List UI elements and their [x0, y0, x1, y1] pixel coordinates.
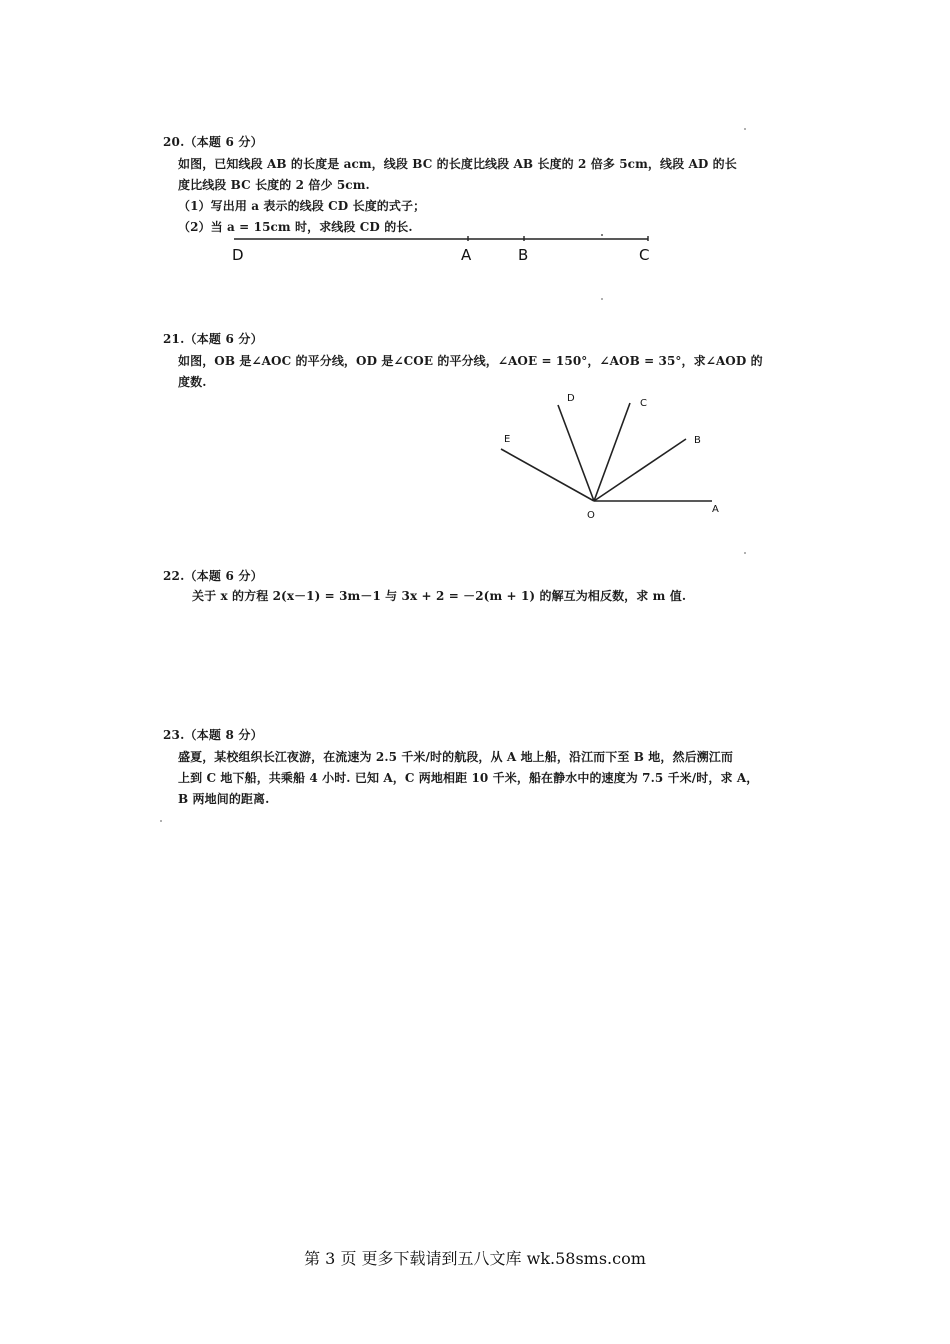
scan-speck [160, 820, 162, 822]
q23-text-line-2: 上到 C 地下船，共乘船 4 小时. 已知 A，C 两地相距 10 千米，船在静水中的速度为 7.5 千米/时，求 A， [178, 771, 759, 785]
label-c: C [640, 398, 647, 409]
q20-text-line-3: （1）写出用 a 表示的线段 CD 长度的式子； [178, 199, 426, 213]
page-footer: 第 3 页 更多下载请到五八文库 wk.58sms.com [304, 1249, 646, 1268]
q20-segment-figure [220, 228, 670, 270]
q20-heading: 20.（本题 6 分） [163, 135, 263, 149]
label-e: E [504, 434, 511, 445]
q22-heading: 22.（本题 6 分） [163, 569, 263, 583]
label-d: D [567, 393, 575, 404]
ray-oc [594, 403, 630, 501]
q21-angle-figure [490, 385, 730, 525]
q20-text-line-4: （2）当 a = 15cm 时，求线段 CD 的长. [178, 220, 413, 234]
label-b: B [694, 435, 701, 446]
label-a: A [712, 504, 719, 515]
q21-heading: 21.（本题 6 分） [163, 332, 263, 346]
scan-speck [744, 128, 746, 130]
ray-oe [501, 449, 594, 501]
label-d: D [232, 246, 244, 264]
q22-text-line-1: 关于 x 的方程 2(x－1) = 3m－1 与 3x + 2 = －2(m + 1) 的解互为相反数，求 m 值. [192, 589, 687, 603]
label-o: O [587, 510, 595, 521]
q23-text-line-3: B 两地间的距离. [178, 792, 270, 806]
q20-text-line-1: 如图，已知线段 AB 的长度是 acm，线段 BC 的长度比线段 AB 长度的 2 倍多 5cm，线段 AD 的长 [178, 157, 737, 171]
q23-heading: 23.（本题 8 分） [163, 728, 263, 742]
q21-text-line-2: 度数. [178, 375, 207, 389]
ray-ob [594, 439, 686, 501]
scan-speck [601, 298, 603, 300]
ray-od [558, 405, 594, 501]
q20-text-line-2: 度比线段 BC 长度的 2 倍少 5cm. [178, 178, 370, 192]
scan-speck [744, 552, 746, 554]
label-b: B [518, 246, 529, 264]
q23-text-line-1: 盛夏，某校组织长江夜游，在流速为 2.5 千米/时的航段，从 A 地上船，沿江而下至 B 地，然后溯江而 [178, 750, 733, 764]
label-c: C [639, 246, 650, 264]
q21-text-line-1: 如图，OB 是∠AOC 的平分线，OD 是∠COE 的平分线，∠AOE = 150°，∠AOB = 35°，求∠AOD 的 [178, 354, 763, 368]
scan-speck [601, 234, 603, 236]
label-a: A [461, 246, 472, 264]
